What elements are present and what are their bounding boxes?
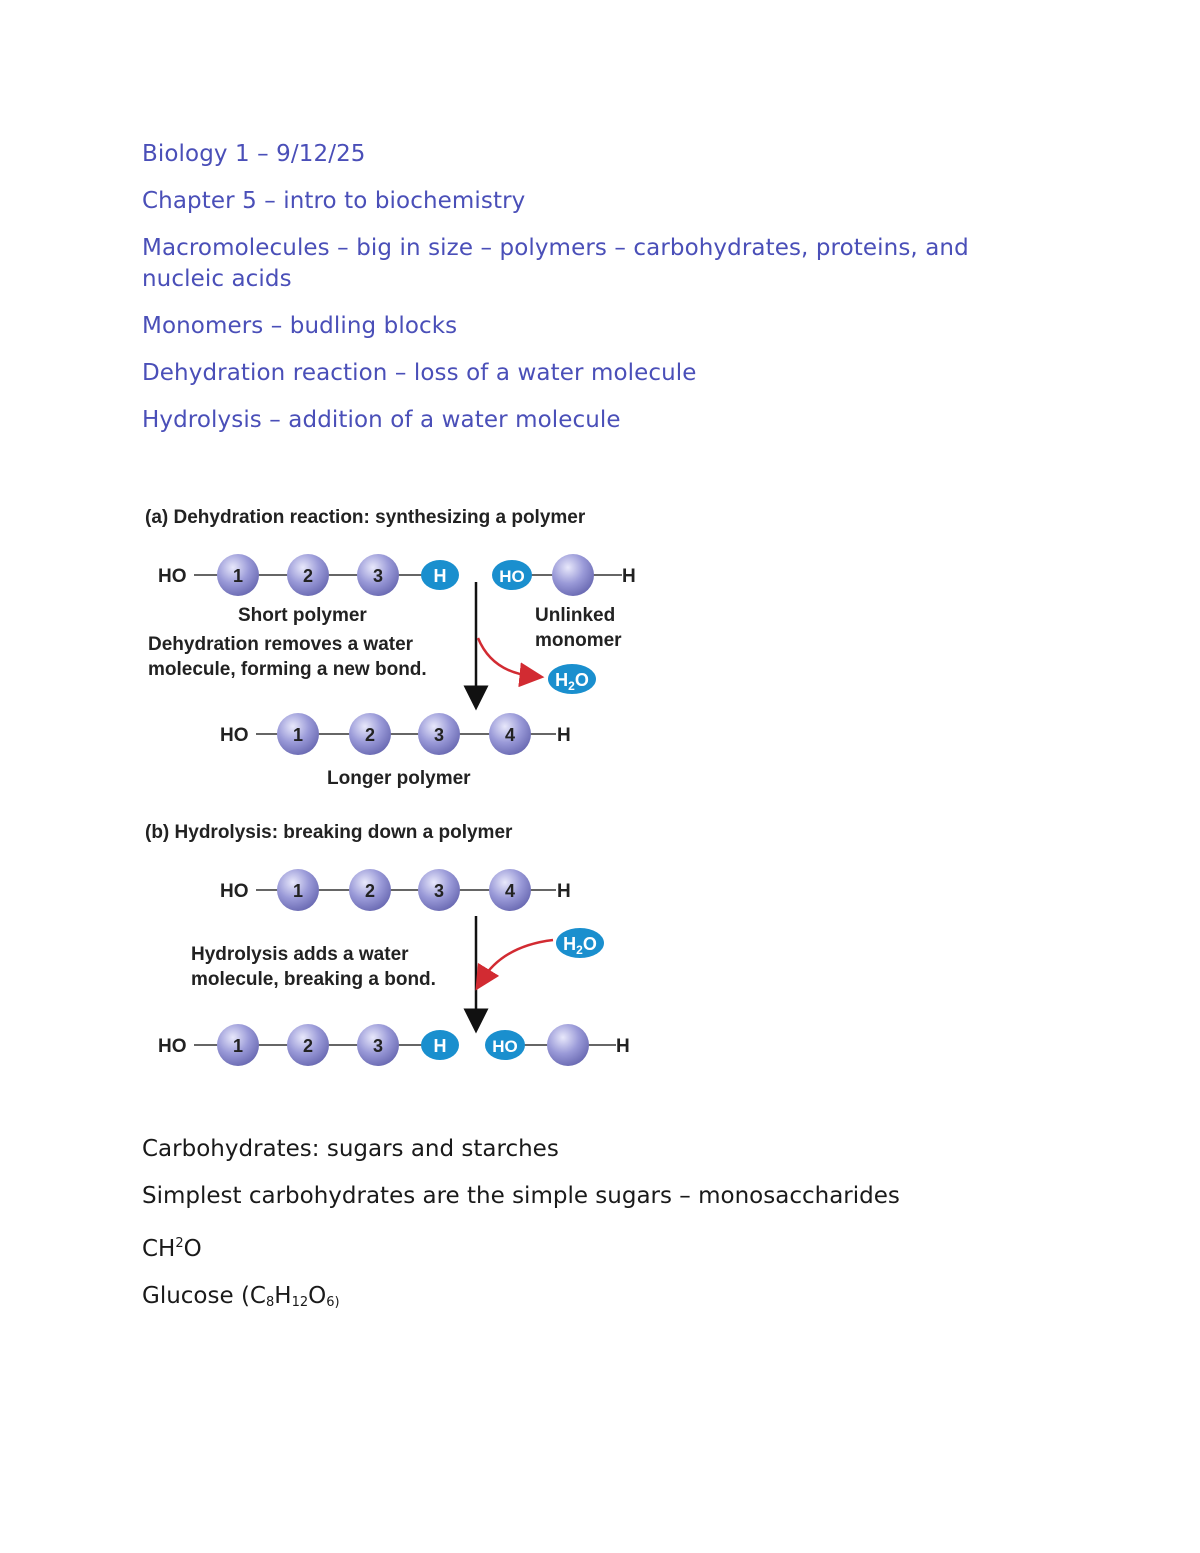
- monomer-word-label: monomer: [535, 630, 622, 651]
- monomer-label: 1: [292, 725, 304, 745]
- monomer-3: [418, 869, 460, 911]
- water-bubble: [548, 664, 596, 694]
- monomer-label: 4: [504, 725, 516, 745]
- h-bubble: [421, 560, 459, 590]
- ho-label: HO: [158, 1036, 187, 1057]
- monomer-1: [277, 869, 319, 911]
- monomers-line: Monomers – budling blocks: [142, 313, 458, 339]
- ho-bubble-label: HO: [492, 1037, 518, 1056]
- carbohydrates-block: [142, 1134, 1042, 1334]
- monomer-label: 2: [302, 566, 314, 586]
- monomer-2: [349, 713, 391, 755]
- date-line: Biology 1 – 9/12/25: [142, 141, 366, 167]
- h-bubble: [421, 1030, 459, 1060]
- h-label: H: [616, 1036, 630, 1057]
- h-bubble-label: H: [433, 1036, 447, 1056]
- dehydration-line: Dehydration reaction – loss of a water molecule: [142, 360, 697, 386]
- hydrolysis-line: Hydrolysis – addition of a water molecule: [142, 407, 621, 433]
- figure-a-title: (a) Dehydration reaction: synthesizing a polymer: [145, 507, 586, 528]
- unlinked-monomer-sphere: [552, 554, 594, 596]
- figure-b-title: (b) Hydrolysis: breaking down a polymer: [145, 822, 513, 843]
- unlinked-label: Unlinked: [535, 605, 616, 626]
- monomer-label: 3: [372, 566, 384, 586]
- monomer-3: [418, 713, 460, 755]
- glucose-line: Glucose ($C_8H_{12}O_{6)}$: [142, 1283, 340, 1310]
- carbohydrates-line: Carbohydrates: sugars and starches: [142, 1136, 559, 1162]
- ho-label: HO: [220, 881, 249, 902]
- water-in-arrow: [482, 940, 553, 980]
- simple-sugars-line: Simplest carbohydrates are the simple sugars – monosaccharides: [142, 1183, 900, 1209]
- monomer-label: 3: [372, 1036, 384, 1056]
- notes-header-block: [142, 139, 1042, 452]
- water-label: $H_2O$: [563, 934, 597, 957]
- formula-line: $CH^2O$: [142, 1236, 202, 1262]
- monomer-label: 2: [364, 881, 376, 901]
- hydrolysis-caption-1: Hydrolysis adds a water: [191, 944, 409, 965]
- short-polymer-label: Short polymer: [238, 605, 367, 626]
- monomer-4: [489, 869, 531, 911]
- monomer-label: 3: [433, 881, 445, 901]
- water-bubble: [556, 928, 604, 958]
- monomer-1: [277, 713, 319, 755]
- monomer-label: 1: [292, 881, 304, 901]
- macromolecules-line: Macromolecules – big in size – polymers – carbohydrates, proteins, and nucleic acids: [142, 235, 969, 292]
- hydrolysis-caption-2: molecule, breaking a bond.: [191, 969, 436, 990]
- monomer-label: 1: [232, 566, 244, 586]
- h-bubble-label: H: [433, 566, 447, 586]
- monomer-1: [217, 554, 259, 596]
- monomer-2: [287, 554, 329, 596]
- polymer-reaction-figure: [130, 495, 636, 1075]
- monomer-label: 2: [302, 1036, 314, 1056]
- ho-bubble: [485, 1030, 525, 1060]
- ho-label: HO: [158, 566, 187, 587]
- longer-polymer-label: Longer polymer: [327, 768, 471, 789]
- h-label: H: [622, 566, 636, 587]
- h-label: H: [557, 881, 571, 902]
- monomer-4: [489, 713, 531, 755]
- monomer-2: [349, 869, 391, 911]
- chapter-line: Chapter 5 – intro to biochemistry: [142, 188, 526, 214]
- ho-bubble-label: HO: [499, 567, 525, 586]
- ho-bubble: [492, 560, 532, 590]
- monomer-label: 3: [433, 725, 445, 745]
- monomer-3: [357, 1024, 399, 1066]
- monomer-2: [287, 1024, 329, 1066]
- monomer-label: 2: [364, 725, 376, 745]
- free-monomer-sphere: [547, 1024, 589, 1066]
- h-label: H: [557, 725, 571, 746]
- water-out-arrow: [478, 638, 532, 676]
- monomer-3: [357, 554, 399, 596]
- monomer-1: [217, 1024, 259, 1066]
- ho-label: HO: [220, 725, 249, 746]
- dehydration-caption-2: molecule, forming a new bond.: [148, 659, 427, 680]
- dehydration-caption-1: Dehydration removes a water: [148, 634, 414, 655]
- monomer-label: 4: [504, 881, 516, 901]
- monomer-label: 1: [232, 1036, 244, 1056]
- water-label: $H_2O$: [555, 670, 589, 693]
